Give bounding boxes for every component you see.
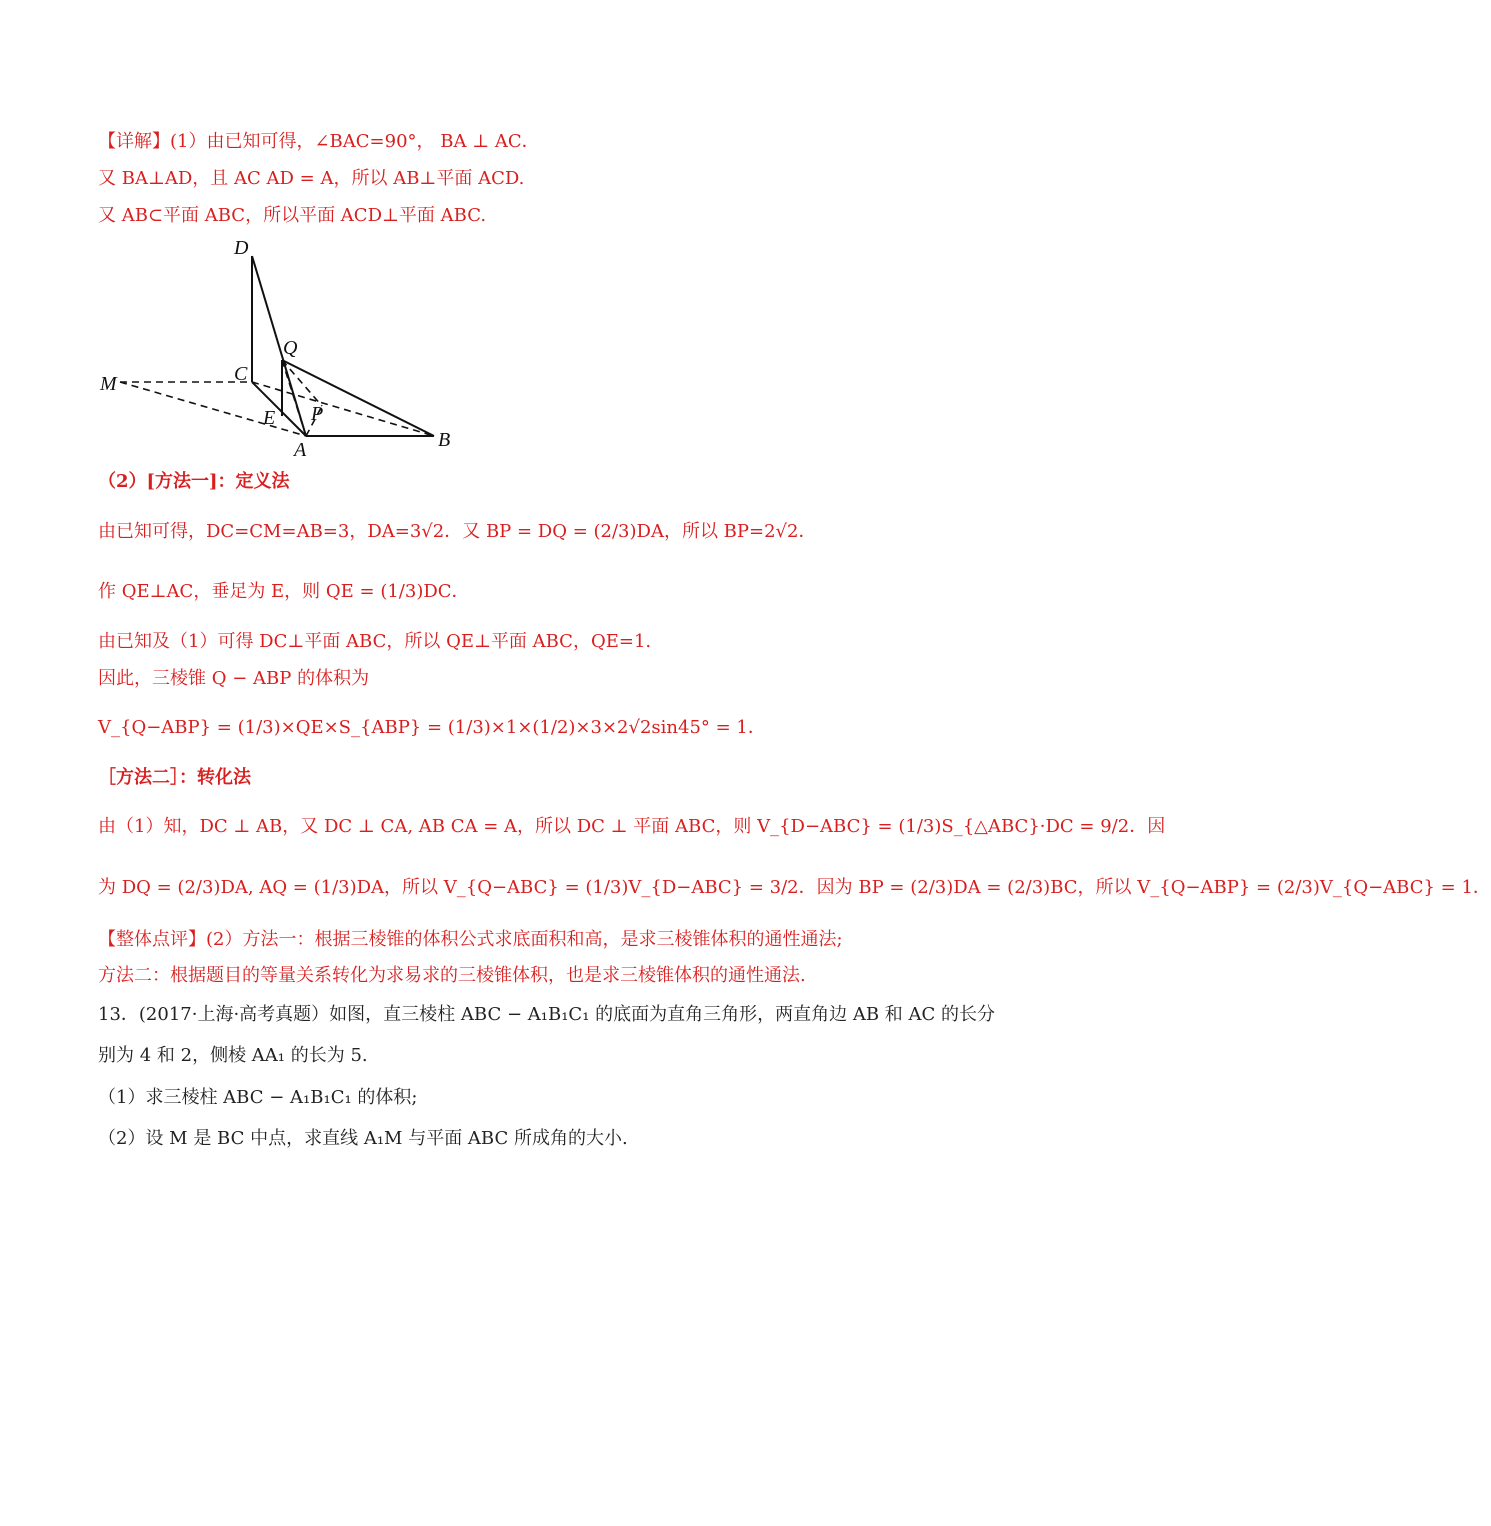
label-Q: Q — [283, 337, 298, 359]
overall-comment-line-2: 方法二：根据题目的等量关系转化为求易求的三棱锥体积，也是求三棱锥体积的通性通法. — [98, 965, 806, 986]
detail-line-3: 又 AB⊂平面 ABC，所以平面 ACD⊥平面 ABC. — [98, 205, 487, 226]
detail-line-1: 【详解】(1）由已知可得，∠BAC=90°， BA ⊥ AC． — [98, 131, 540, 152]
label-A: A — [294, 439, 307, 461]
method-two-line-1: 由（1）知，DC ⊥ AB，又 DC ⊥ CA, AB CA = A，所以 DC ⊥ 平面 ABC，则 V_{D−ABC} = (1/3)S_{△ABC}·DC = 9/2．因 — [98, 816, 1166, 837]
label-P: P — [311, 403, 324, 425]
problem-13-question-2: （2）设 M 是 BC 中点，求直线 A₁M 与平面 ABC 所成角的大小. — [98, 1128, 628, 1149]
detail-line-2: 又 BA⊥AD，且 AC AD = A，所以 AB⊥平面 ACD. — [98, 168, 525, 189]
overall-comment-line-1: 【整体点评】(2）方法一：根据三棱锥的体积公式求底面积和高，是求三棱锥体积的通性通法; — [98, 929, 843, 950]
method-one-line-1: 由已知可得，DC=CM=AB=3，DA=3√2．又 BP = DQ = (2/3)DA，所以 BP=2√2． — [98, 521, 817, 542]
problem-13-line-1: 13．(2017·上海·高考真题）如图，直三棱柱 ABC − A₁B₁C₁ 的底面为直角三角形，两直角边 AB 和 AC 的长分 — [98, 1004, 996, 1025]
volume-formula: V_{Q−ABP} = (1/3)×QE×S_{ABP} = (1/3)×1×(1/2)×3×2√2sin45° = 1． — [98, 717, 766, 738]
method-two-line-2: 为 DQ = (2/3)DA, AQ = (1/3)DA，所以 V_{Q−ABC} = (1/3)V_{D−ABC} = 3/2．因为 BP = (2/3)DA = (2/3)BC，所以 V_{Q−ABP} = (2/3)V_{Q−ABC} = 1． — [98, 877, 1491, 898]
method-one-heading: （2）[方法一]：定义法 — [98, 471, 290, 492]
method-one-line-2: 作 QE⊥AC，垂足为 E，则 QE = (1/3)DC． — [98, 581, 470, 602]
method-one-line-3: 由已知及（1）可得 DC⊥平面 ABC，所以 QE⊥平面 ABC，QE=1. — [98, 631, 652, 652]
label-E: E — [263, 407, 276, 429]
label-D: D — [234, 237, 249, 259]
problem-13-line-2: 别为 4 和 2，侧棱 AA₁ 的长为 5. — [98, 1045, 368, 1066]
label-C: C — [234, 363, 248, 385]
method-one-line-4: 因此，三棱锥 Q − ABP 的体积为 — [98, 668, 370, 689]
geometry-diagram — [96, 236, 456, 462]
method-two-heading: ［方法二］：转化法 — [98, 767, 251, 788]
label-B: B — [438, 429, 451, 451]
problem-13-question-1: （1）求三棱柱 ABC − A₁B₁C₁ 的体积; — [98, 1087, 418, 1108]
label-M: M — [100, 373, 117, 395]
